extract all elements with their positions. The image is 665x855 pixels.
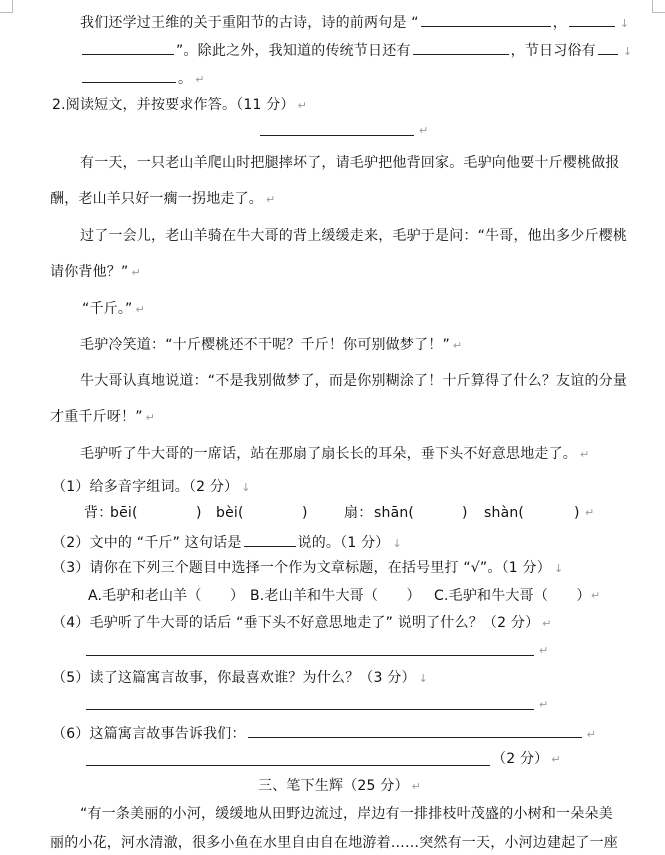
- section-3-line-2: 丽的小花，河水清澈，很多小鱼在水里自由自在地游着……突然有一天，小河边建起了一座: [50, 835, 618, 851]
- paragraph-mark: ↓: [622, 45, 633, 58]
- blank-festivals[interactable]: [413, 40, 509, 55]
- option-a[interactable]: A.毛驴和老山羊（ ）: [88, 588, 245, 604]
- question-6: （6）这篇寓言故事告诉我们： ↵: [52, 723, 596, 744]
- answer-line-q6-a[interactable]: [248, 723, 582, 738]
- intro-text-1: 我们还学过王维的关于重阳节的古诗，诗的前两句是 “: [80, 15, 419, 31]
- paragraph-mark: ↵: [580, 448, 590, 461]
- pinyin-bei1: bēi(: [110, 505, 138, 521]
- pinyin-bei1-close: ): [196, 505, 202, 521]
- pinyin-bei2-close: ): [302, 505, 308, 521]
- question-2-label: 2.阅读短文，并按要求作答。（11 分） ↵: [52, 97, 308, 113]
- paragraph-mark: ↵: [591, 589, 601, 602]
- paragraph-mark: ↓: [418, 672, 429, 685]
- answer-line-q5[interactable]: [86, 709, 534, 710]
- story-p1-line2: 酬，老山羊只好一瘸一拐地走了。 ↵: [50, 191, 276, 207]
- paragraph-mark: ↵: [419, 124, 429, 137]
- blank-poem-line2-end[interactable]: [82, 40, 174, 55]
- story-p4: 毛驴冷笑道：“十斤樱桃还不干呢？千斤！你可别做梦了！” ↵: [80, 337, 463, 353]
- paragraph-mark: ↓: [392, 537, 402, 550]
- answer-line-q4[interactable]: [86, 655, 534, 656]
- paragraph-mark: ↵: [551, 753, 561, 766]
- intro-text-2b: ，节日习俗有: [510, 43, 596, 59]
- story-p6: 毛驴听了牛大哥的一席话，站在那扇了扇长长的耳朵，垂下头不好意思地走了。 ↵: [80, 446, 590, 462]
- paragraph-mark: ↵: [539, 698, 549, 711]
- story-p3: “千斤。” ↵: [82, 301, 145, 317]
- question-1-pinyin-row: [84, 504, 604, 522]
- char-shan: 扇：: [344, 505, 373, 521]
- blank-customs-start[interactable]: [598, 40, 618, 55]
- story-p5-line1: 牛大哥认真地说道：“不是我别做梦了，而是你别糊涂了！十斤算得了什么？友谊的分量: [80, 373, 628, 389]
- intro-comma: ，: [552, 15, 567, 31]
- story-p1-line1: 有一天，一只老山羊爬山时把腿摔坏了，请毛驴把他背回家。毛驴向他要十斤樱桃做报: [80, 155, 620, 171]
- intro-text-3: 。: [178, 71, 193, 87]
- option-c[interactable]: C.毛驴和牛大哥（ ）: [434, 588, 591, 604]
- question-1: （1）给多音字组词。（2 分） ↓: [52, 479, 251, 495]
- page-corner-mark-right: [652, 0, 665, 13]
- question-3-options: [88, 587, 608, 605]
- blank-customs-end[interactable]: [82, 68, 176, 83]
- blank-poem-line2-start[interactable]: [569, 12, 615, 27]
- section-3-line-1: “有一条美丽的小河，缓缓地从田野边流过，岸边有一排排枝叶茂盛的小树和一朵朵美: [80, 806, 613, 822]
- question-5: （5）读了这篇寓言故事，你最喜欢谁？为什么？（3 分） ↓: [52, 670, 429, 686]
- paragraph-mark: ↵: [452, 339, 463, 352]
- intro-line-2: [80, 40, 632, 61]
- char-bei: 背：: [84, 505, 113, 521]
- paragraph-mark: ↵: [542, 617, 552, 630]
- paragraph-mark: ↵: [411, 780, 422, 793]
- page-corner-mark-left: [0, 0, 13, 13]
- pinyin-shan2-close: ): [574, 505, 580, 521]
- paragraph-mark: ↓: [619, 17, 630, 30]
- paragraph-mark: ↵: [585, 506, 595, 519]
- section-3-title: 三、笔下生辉（25 分） ↵: [258, 778, 422, 794]
- blank-poem-line1[interactable]: [421, 12, 551, 27]
- story-p2-line1: 过了一会儿，老山羊骑在牛大哥的背上缓缓走来，毛驴于是问：“牛哥，他出多少斤樱桃: [80, 228, 628, 244]
- question-6-score: （2 分） ↵: [492, 751, 561, 767]
- paragraph-mark: ↵: [266, 193, 276, 206]
- paragraph-mark: ↵: [586, 728, 597, 741]
- pinyin-shan1-close: ): [462, 505, 468, 521]
- question-4: （4）毛驴听了牛大哥的话后 “垂下头不好意思地走了” 说明了什么？（2 分） ↵: [52, 615, 552, 631]
- paragraph-mark: ↵: [195, 73, 205, 86]
- paragraph-mark: ↵: [145, 411, 156, 424]
- intro-line-1: [80, 12, 629, 33]
- pinyin-bei2: bèi(: [216, 505, 244, 521]
- story-title-blank[interactable]: [260, 135, 414, 136]
- question-3: （3）请你在下列三个题目中选择一个作为文章标题，在括号里打 “√”。（1 分） ↓: [52, 560, 564, 576]
- intro-text-2: ”。除此之外，我知道的传统节日还有: [176, 43, 411, 59]
- paragraph-mark: ↵: [131, 266, 141, 279]
- option-b[interactable]: B.老山羊和牛大哥（ ）: [250, 588, 421, 604]
- intro-line-3: [80, 68, 205, 89]
- pinyin-shan2: shàn(: [484, 505, 525, 521]
- answer-line-q6-b[interactable]: [86, 765, 490, 766]
- paragraph-mark: ↓: [553, 562, 564, 575]
- question-2: （2）文中的 “千斤” 这句话是 说的。（1 分） ↓: [52, 532, 402, 553]
- paragraph-mark: ↓: [241, 481, 251, 494]
- paragraph-mark: ↵: [539, 644, 549, 657]
- paragraph-mark: ↵: [297, 99, 308, 112]
- paragraph-mark: ↵: [135, 303, 145, 316]
- story-p2-line2: 请你背他？” ↵: [50, 264, 141, 280]
- story-p5-line2: 才重千斤呀！” ↵: [50, 409, 156, 425]
- pinyin-shan1: shān(: [374, 505, 415, 521]
- blank-speaker[interactable]: [244, 532, 296, 547]
